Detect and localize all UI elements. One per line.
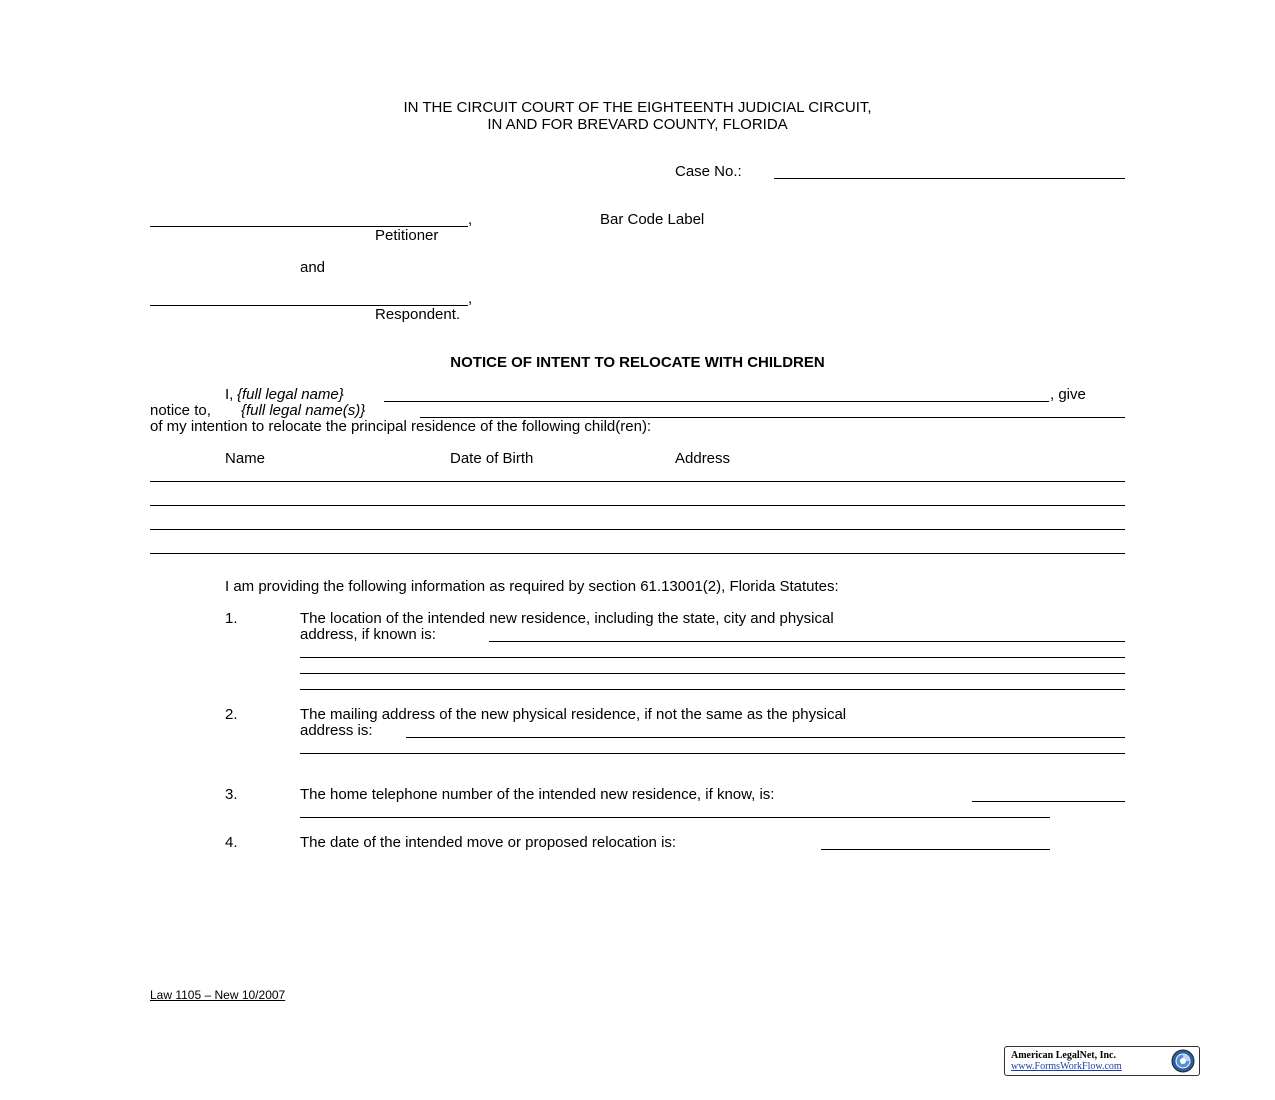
item-2-text-line1: The mailing address of the new physical residence, if not the same as the physical bbox=[300, 706, 847, 723]
respondent-comma: , bbox=[468, 290, 473, 307]
item-4-text: The date of the intended move or proposed relocation is: bbox=[300, 834, 677, 851]
item-number: 1. bbox=[225, 610, 238, 627]
logo-url-link[interactable]: www.FormsWorkFlow.com bbox=[1011, 1061, 1122, 1072]
statute-intro: I am providing the following information as required by section 61.13001(2), Florida Statutes: bbox=[225, 578, 839, 595]
column-address-header: Address bbox=[675, 450, 731, 467]
item-1-text-line1: The location of the intended new residence, including the state, city and physical bbox=[300, 610, 834, 627]
telephone-field[interactable] bbox=[300, 817, 1050, 818]
column-name-header: Name bbox=[225, 450, 266, 467]
full-legal-names-hint: {full legal name(s)} bbox=[241, 402, 366, 419]
case-number-label: Case No.: bbox=[675, 163, 742, 180]
column-dob-header: Date of Birth bbox=[450, 450, 534, 467]
american-legalnet-logo[interactable] bbox=[1004, 1046, 1200, 1076]
intention-text: of my intention to relocate the principal residence of the following child(ren): bbox=[150, 418, 652, 435]
mailing-address-field[interactable] bbox=[406, 737, 1125, 738]
item-1-text-line2: address, if known is: bbox=[300, 626, 436, 643]
child-row-line[interactable] bbox=[150, 529, 1125, 530]
item-2-text-line2: address is: bbox=[300, 722, 373, 739]
new-residence-location-field[interactable] bbox=[300, 673, 1125, 674]
relocating-parent-name-field[interactable] bbox=[384, 401, 1049, 402]
notice-to-text: notice to, bbox=[150, 402, 211, 419]
new-residence-location-field[interactable] bbox=[300, 689, 1125, 690]
give-text: , give bbox=[1050, 386, 1086, 403]
new-residence-location-field[interactable] bbox=[300, 657, 1125, 658]
child-row-line[interactable] bbox=[150, 505, 1125, 506]
child-row-line[interactable] bbox=[150, 481, 1125, 482]
mailing-address-field[interactable] bbox=[300, 753, 1125, 754]
court-heading-line2: IN AND FOR BREVARD COUNTY, FLORIDA bbox=[487, 116, 788, 133]
globe-icon bbox=[1171, 1049, 1195, 1073]
court-heading-line1: IN THE CIRCUIT COURT OF THE EIGHTEENTH JUDICIAL CIRCUIT, bbox=[403, 99, 872, 116]
telephone-field[interactable] bbox=[972, 801, 1125, 802]
item-number: 3. bbox=[225, 786, 238, 803]
petitioner-label: Petitioner bbox=[375, 227, 439, 244]
case-number-field[interactable] bbox=[774, 178, 1125, 179]
item-number: 4. bbox=[225, 834, 238, 851]
item-3-text: The home telephone number of the intended new residence, if know, is: bbox=[300, 786, 775, 803]
respondent-label: Respondent. bbox=[375, 306, 461, 323]
child-row-line[interactable] bbox=[150, 553, 1125, 554]
bar-code-label: Bar Code Label bbox=[600, 211, 705, 228]
petitioner-comma: , bbox=[468, 211, 473, 228]
item-number: 2. bbox=[225, 706, 238, 723]
document-title: NOTICE OF INTENT TO RELOCATE WITH CHILDREN bbox=[450, 354, 825, 371]
intro-i: I, bbox=[225, 386, 234, 403]
full-legal-name-hint: {full legal name} bbox=[237, 386, 344, 403]
new-residence-location-field[interactable] bbox=[489, 641, 1125, 642]
and-label: and bbox=[300, 259, 326, 276]
logo-company-name: American LegalNet, Inc. bbox=[1011, 1050, 1116, 1061]
relocation-date-field[interactable] bbox=[821, 849, 1050, 850]
form-id: Law 1105 – New 10/2007 bbox=[150, 988, 286, 1002]
